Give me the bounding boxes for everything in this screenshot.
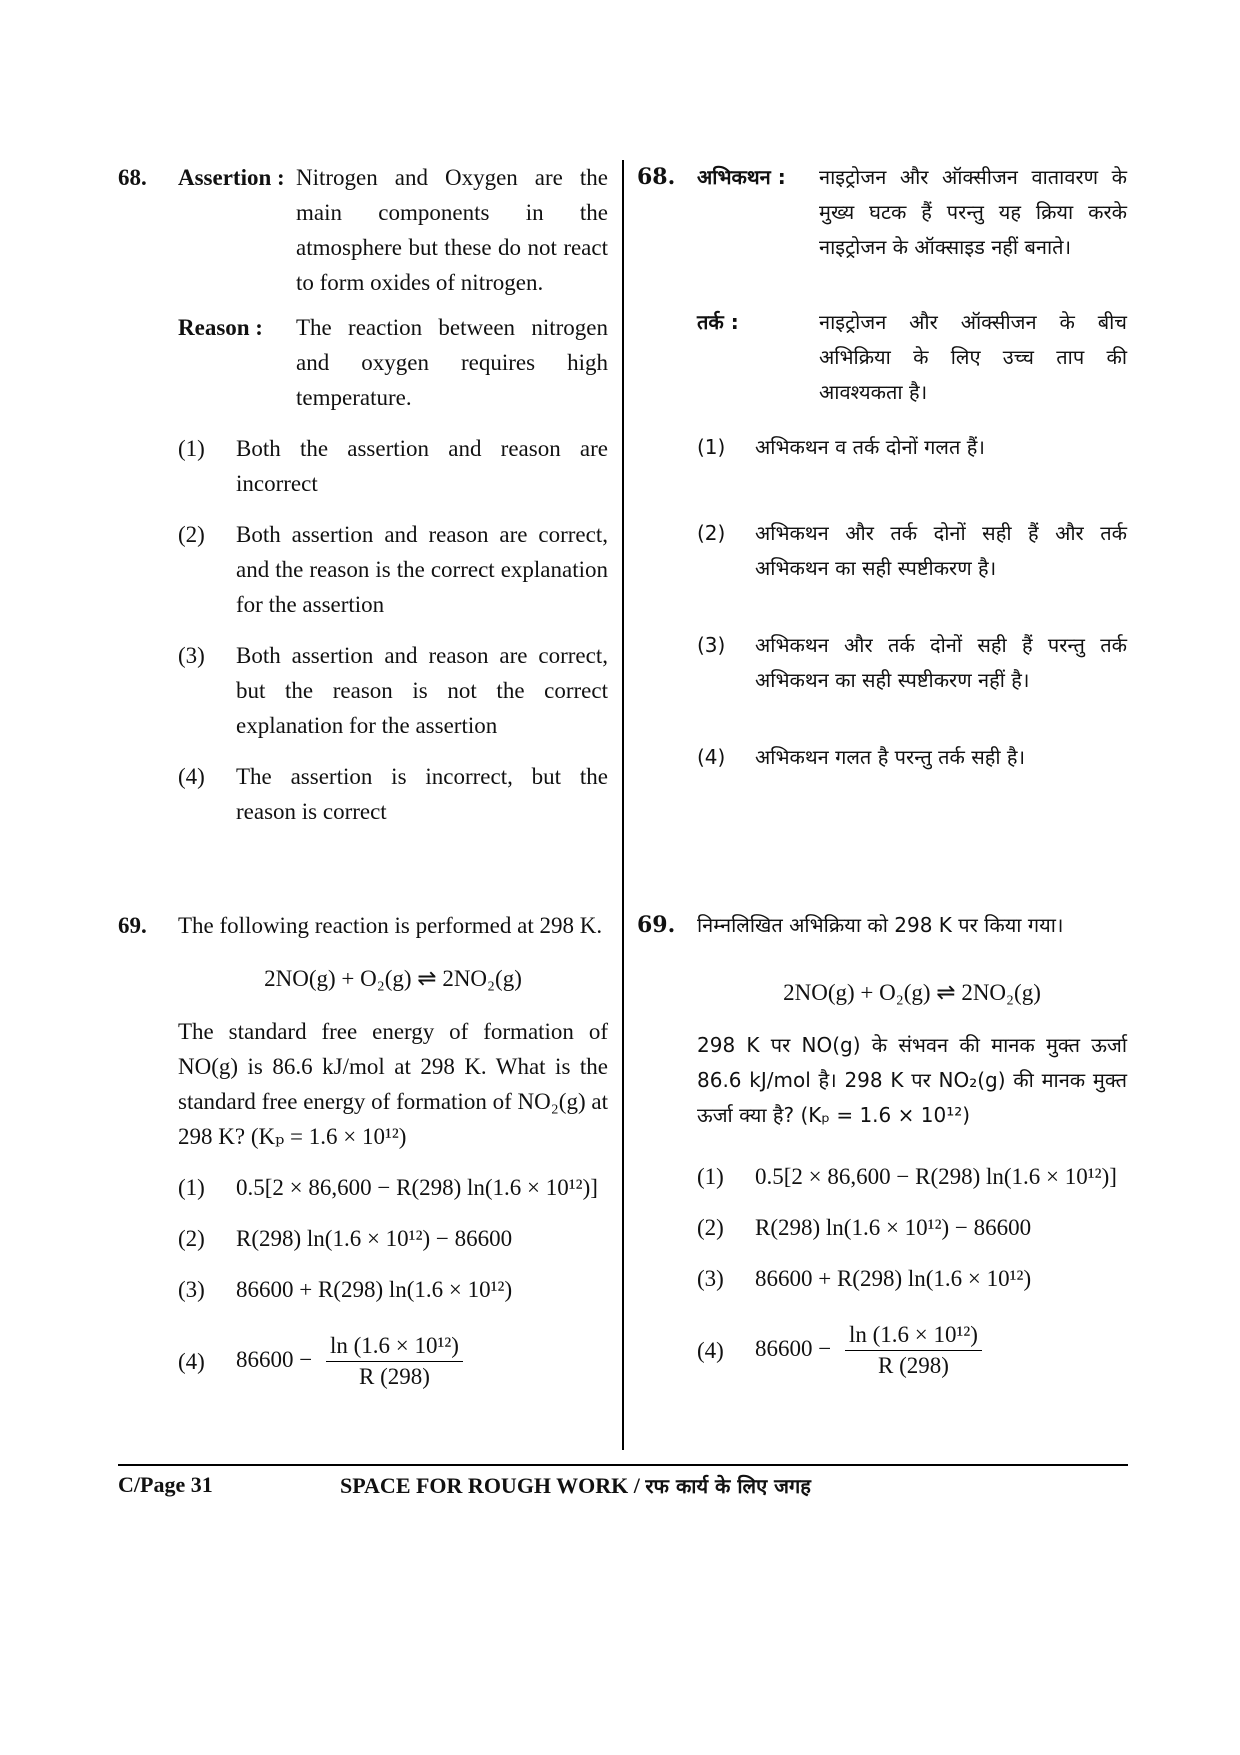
option-1: (1) अभिकथन व तर्क दोनों गलत हैं।: [697, 435, 985, 459]
option-2: (2) R(298) ln(1.6 × 10¹²) − 86600: [697, 1215, 1032, 1240]
question-number: 68.: [118, 165, 147, 190]
page-number: C/Page 31: [118, 1472, 213, 1497]
denominator: R (298): [359, 1364, 430, 1389]
assertion-text: नाइट्रोजन और ऑक्सीजन वातावरण के मुख्य घटक हैं परन्तु यह क्रिया करके नाइट्रोजन के ऑक्साइड नहीं बनाते।: [819, 165, 1127, 259]
option-4: (4) 86600 − $\frac{\text{ln (1.6 × 10¹²)}}{R (298)}$: [178, 1331, 608, 1392]
fraction: [845, 1320, 982, 1381]
english-column: [118, 160, 608, 829]
english-question-69: [118, 908, 608, 1392]
option-2: (2) अभिकथन और तर्क दोनों सही हैं और तर्क अभिकथन का सही स्पष्टीकरण है।: [697, 521, 1127, 580]
numerator: ln (1.6 × 10¹²): [326, 1331, 463, 1362]
reason-label: तर्क :: [697, 310, 739, 334]
option-2: (2) R(298) ln(1.6 × 10¹²) − 86600: [178, 1226, 513, 1251]
reason-row: [697, 305, 1127, 410]
assertion-row: [697, 160, 1127, 265]
option-3: (3) अभिकथन और तर्क दोनों सही हैं परन्तु तर्क अभिकथन का सही स्पष्टीकरण नहीं है।: [697, 633, 1127, 692]
rough-work-hi: रफ कार्य के लिए जगह: [645, 1474, 811, 1498]
reason-text: The reaction between nitrogen and oxygen requires high temperature.: [296, 315, 608, 410]
question-68-en: [118, 160, 608, 829]
question-body: 298 K पर NO(g) के संभवन की मानक मुक्त ऊर्जा 86.6 kJ/mol है। 298 K पर NO₂(g) की मानक मुक्त ऊर्जा क्या है? (Kₚ = 1.6 × 10¹²): [697, 1033, 1127, 1127]
option-1: (1) 0.5[2 × 86,600 − R(298) ln(1.6 × 10¹²)]: [697, 1164, 1117, 1189]
assertion-label: Assertion :: [178, 165, 285, 190]
denominator: R (298): [878, 1353, 949, 1378]
option-1: (1) Both the assertion and reason are incorrect: [178, 436, 608, 496]
rough-work-label: [340, 1472, 811, 1499]
question-intro: The following reaction is performed at 298 K.: [178, 913, 603, 938]
option-4: (4) 86600 − $\frac{\text{ln (1.6 × 10¹²)}}{R (298)}$: [697, 1320, 1127, 1381]
option-2: (2) Both assertion and reason are correct, and the reason is the correct explanation for the assertion: [178, 522, 608, 617]
question-number: 69.: [118, 913, 147, 938]
assertion-row: [178, 160, 608, 300]
question-intro: निम्नलिखित अभिक्रिया को 298 K पर किया गया।: [697, 913, 1064, 937]
option-4: (4) अभिकथन गलत है परन्तु तर्क सही है।: [697, 745, 1026, 769]
footer-rule: [118, 1464, 1128, 1466]
question-68-hi: [637, 160, 1127, 775]
option-4: (4) The assertion is incorrect, but the reason is correct: [178, 764, 608, 824]
reason-label: Reason :: [178, 315, 263, 340]
rough-work-en: SPACE FOR ROUGH WORK /: [340, 1473, 640, 1498]
question-body: The standard free energy of formation of NO(g) is 86.6 kJ/mol at 298 K. What is the standard free energy of formation of NO₂(g) at 298 K? (Kₚ = 1.6 × 10¹²): [178, 1019, 608, 1149]
question-number: 68.: [637, 164, 676, 190]
reason-row: [178, 310, 608, 415]
reason-text: नाइट्रोजन और ऑक्सीजन के बीच अभिक्रिया के लिए उच्च ताप की आवश्यकता है।: [819, 310, 1127, 404]
assertion-label: अभिकथन :: [697, 165, 786, 189]
reaction-equation: 2NO(g) + O₂(g) ⇌ 2NO₂(g): [264, 966, 522, 991]
option-3: (3) 86600 + R(298) ln(1.6 × 10¹²): [697, 1266, 1032, 1291]
fraction: [326, 1331, 463, 1392]
reaction-equation: 2NO(g) + O₂(g) ⇌ 2NO₂(g): [783, 980, 1041, 1005]
option-4-prefix: 86600 −: [236, 1346, 313, 1372]
column-divider: [622, 160, 624, 1450]
option-4-prefix: 86600 −: [755, 1335, 832, 1361]
option-3: (3) Both assertion and reason are correct, but the reason is not the correct explanation for the assertion: [178, 643, 608, 738]
hindi-column: [637, 160, 1127, 775]
option-3: (3) 86600 + R(298) ln(1.6 × 10¹²): [178, 1277, 513, 1302]
option-1: (1) 0.5[2 × 86,600 − R(298) ln(1.6 × 10¹²)]: [178, 1175, 598, 1200]
question-number: 69.: [637, 912, 676, 938]
assertion-text: Nitrogen and Oxygen are the main components in the atmosphere but these do not react to form oxides of nitrogen.: [296, 165, 608, 295]
numerator: ln (1.6 × 10¹²): [845, 1320, 982, 1351]
hindi-question-69: [637, 908, 1127, 1381]
